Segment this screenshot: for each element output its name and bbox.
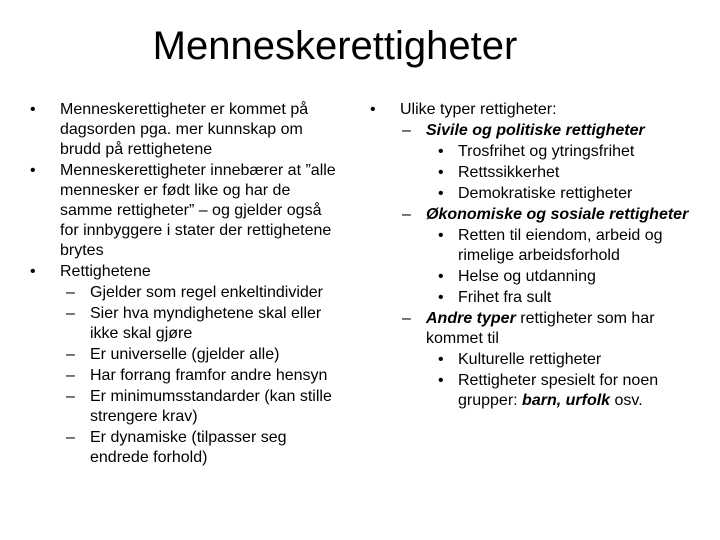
sub-sub-item-text: Frihet fra sult — [458, 289, 552, 306]
text-prefix: Rettigheter spesielt for noen grupper: — [458, 372, 659, 409]
bullet-icon: • — [30, 101, 36, 118]
sub-item-text: Er universelle (gjelder alle) — [90, 346, 280, 363]
category-title-emphasis: Andre typer — [426, 310, 516, 327]
bullet-icon: • — [438, 185, 444, 202]
bullet-item — [370, 100, 700, 120]
sub-sub-item-text: Retten til eiendom, arbeid og rimelige arbeidsforhold — [458, 227, 663, 264]
bullet-icon: • — [438, 227, 444, 244]
category-title: Sivile og politiske rettigheter — [426, 122, 645, 139]
sub-sub-item — [370, 267, 700, 287]
bullet-text: Ulike typer rettigheter: — [400, 101, 557, 118]
sub-item-text: Gjelder som regel enkeltindivider — [90, 284, 323, 301]
sub-sub-item — [370, 371, 700, 411]
sub-item-text: Er minimumsstandarder (kan stille strengere krav) — [90, 388, 332, 425]
dash-icon: – — [402, 206, 411, 223]
sub-item-text: Har forrang framfor andre hensyn — [90, 367, 328, 384]
sub-item-text: Er dynamiske (tilpasser seg endrede forhold) — [90, 429, 287, 466]
dash-icon: – — [402, 310, 411, 327]
sub-sub-item — [370, 184, 700, 204]
sub-sub-item — [370, 288, 700, 308]
bullet-icon: • — [438, 351, 444, 368]
bullet-icon: • — [438, 268, 444, 285]
sub-sub-item-text: Kulturelle rettigheter — [458, 351, 602, 368]
sub-sub-item — [370, 226, 700, 266]
category-heading — [370, 205, 700, 225]
category-title-rest: rettigheter som har kommet til — [426, 310, 655, 347]
sub-item — [30, 428, 340, 468]
slide-title: Menneskerettigheter — [152, 24, 518, 68]
sub-sub-item-text: Trosfrihet og ytringsfrihet — [458, 143, 635, 160]
dash-icon: – — [66, 388, 75, 405]
dash-icon: – — [66, 429, 75, 446]
sub-item — [30, 304, 340, 344]
bullet-icon: • — [438, 143, 444, 160]
category-title: Økonomiske og sosiale rettigheter — [426, 206, 689, 223]
text-emphasis: barn, urfolk — [522, 392, 611, 409]
sub-sub-item — [370, 142, 700, 162]
bullet-icon: • — [438, 289, 444, 306]
bullet-item — [30, 262, 340, 282]
left-column — [30, 100, 340, 469]
bullet-icon: • — [30, 263, 36, 280]
category-heading — [370, 309, 700, 349]
sub-item — [30, 366, 340, 386]
bullet-icon: • — [30, 162, 36, 179]
sub-sub-item-text — [458, 372, 658, 409]
category-heading — [370, 121, 700, 141]
dash-icon: – — [66, 346, 75, 363]
dash-icon: – — [66, 284, 75, 301]
sub-item — [30, 387, 340, 427]
dash-icon: – — [66, 305, 75, 322]
dash-icon: – — [66, 367, 75, 384]
category-title — [426, 310, 655, 347]
bullet-icon: • — [438, 372, 444, 389]
right-column — [370, 100, 700, 412]
bullet-icon: • — [370, 101, 376, 118]
sub-sub-item-text: Demokratiske rettigheter — [458, 185, 633, 202]
sub-sub-item-text: Rettssikkerhet — [458, 164, 560, 181]
bullet-item — [30, 161, 340, 261]
sub-sub-item — [370, 350, 700, 370]
bullet-text: Menneskerettigheter er kommet på dagsorden pga. mer kunnskap om brudd på rettighetene — [60, 101, 309, 158]
dash-icon: – — [402, 122, 411, 139]
bullet-text: Rettighetene — [60, 263, 151, 280]
sub-sub-item-text: Helse og utdanning — [458, 268, 596, 285]
sub-sub-item — [370, 163, 700, 183]
bullet-item — [30, 100, 340, 160]
sub-item-text: Sier hva myndighetene skal eller ikke skal gjøre — [90, 305, 322, 342]
sub-item — [30, 283, 340, 303]
sub-item — [30, 345, 340, 365]
bullet-icon: • — [438, 164, 444, 181]
bullet-text: Menneskerettigheter innebærer at ”alle mennesker er født like og har de samme rettigheter” – og gjelder også for innbyggere i stater der rettighetene brytes — [60, 162, 336, 259]
text-suffix: osv. — [610, 392, 643, 409]
